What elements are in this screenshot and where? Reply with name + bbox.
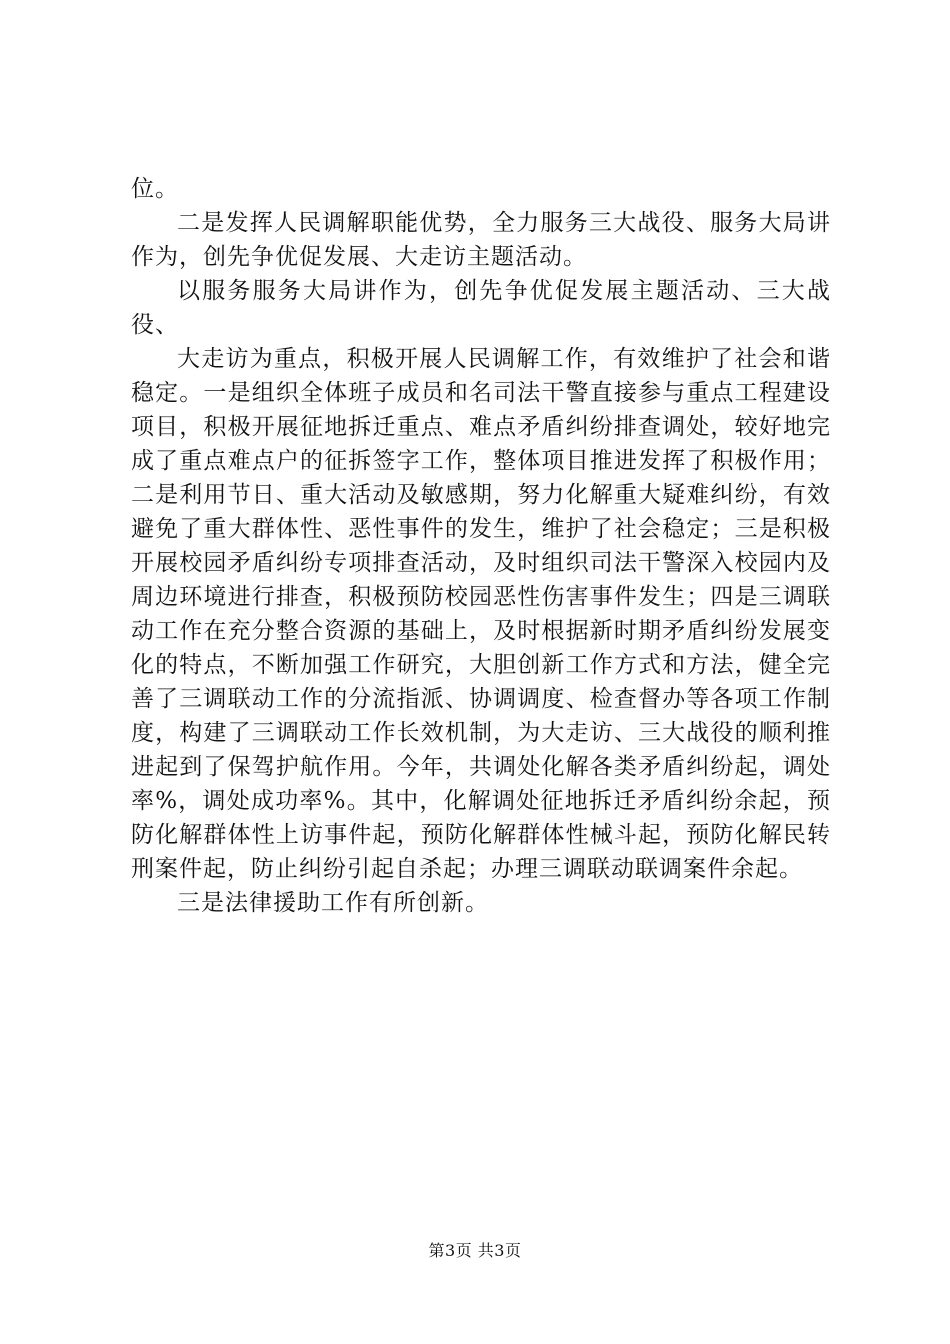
page-footer: 第3页 共3页	[428, 1241, 522, 1260]
body-text	[131, 172, 831, 920]
paragraph-item-three: 三是法律援助工作有所创新。	[177, 890, 489, 916]
paragraph-focus-intro: 以服务服务大局讲作为，创先争优促发展主题活动、三大战役、	[131, 278, 831, 338]
paragraph-mediation-work: 大走访为重点，积极开展人民调解工作，有效维护了社会和谐稳定。一是组织全体班子成员和名司法干警直接参与重点工程建设项目，积极开展征地拆迁重点、难点矛盾纠纷排查调处，较好地完成了重点难点户的征拆签字工作，整体项目推进发挥了积极作用；二是利用节日、重大活动及敏感期，努力化解重大疑难纠纷，有效避免了重大群体性、恶性事件的发生，维护了社会稳定；三是积极开展校园矛盾纠纷专项排查活动，及时组织司法干警深入校园内及周边环境进行排查，积极预防校园恶性伤害事件发生；四是三调联动工作在充分整合资源的基础上，及时根据新时期矛盾纠纷发展变化的特点，不断加强工作研究，大胆创新工作方式和方法，健全完善了三调联动工作的分流指派、协调调度、检查督办等各项工作制度，构建了三调联动工作长效机制，为大走访、三大战役的顺利推进起到了保驾护航作用。今年，共调处化解各类矛盾纠纷起，调处率%，调处成功率%。其中，化解调处征地拆迁矛盾纠纷余起，预防化解群体性上访事件起，预防化解群体性械斗起，预防化解民转刑案件起，防止纠纷引起自杀起；办理三调联动联调案件余起。	[131, 346, 831, 882]
paragraph-continuation: 位。	[131, 176, 179, 202]
paragraph-item-two: 二是发挥人民调解职能优势，全力服务三大战役、服务大局讲作为，创先争优促发展、大走访主题活动。	[131, 210, 831, 270]
